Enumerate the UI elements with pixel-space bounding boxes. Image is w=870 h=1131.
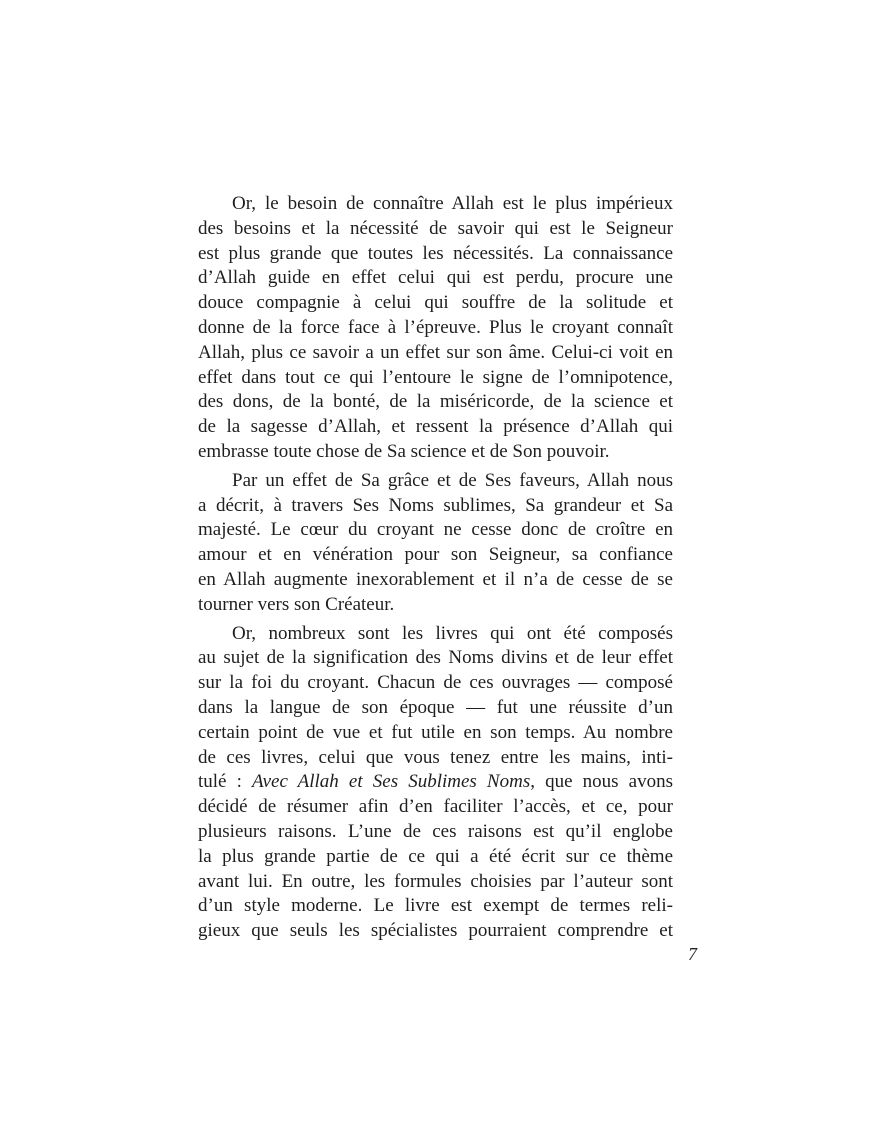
text-line: des dons, de la bonté, de la miséricorde, de la science et: [198, 391, 673, 413]
text-line: d’un style moderne. Le livre est exempt de termes reli-: [198, 895, 673, 917]
text-line: embrasse toute chose de Sa science et de Son pouvoir.: [198, 440, 610, 462]
text-line: certain point de vue et fut utile en son temps. Au nombre: [198, 721, 673, 743]
text-line: en Allah augmente inexorablement et il n’a de cesse de se: [198, 568, 673, 590]
book-title-italic: Avec Allah et Ses Sublimes Noms: [252, 771, 531, 793]
text-line: sur la foi du croyant. Chacun de ces ouvrages — composé: [198, 672, 673, 694]
text-line: tourner vers son Créateur.: [198, 593, 395, 615]
text-line: gieux que seuls les spécialistes pourraient comprendre et: [198, 920, 673, 942]
text-line: majesté. Le cœur du croyant ne cesse donc de croître en: [198, 519, 673, 541]
page-number: 7: [688, 944, 697, 964]
text-block: [198, 192, 673, 944]
text-line: plusieurs raisons. L’une de ces raisons est qu’il englobe: [198, 820, 673, 842]
text-line: donne de la force face à l’épreuve. Plus le croyant connaît: [198, 316, 673, 338]
text-line: des besoins et la nécessité de savoir qui est le Seigneur: [198, 217, 673, 239]
text-line: décidé de résumer afin d’en faciliter l’accès, et ce, pour: [198, 796, 673, 818]
text-line: douce compagnie à celui qui souffre de la solitude et: [198, 292, 673, 314]
text-line: est plus grande que toutes les nécessités. La connaissance: [198, 242, 673, 264]
text-line: Or, le besoin de connaître Allah est le plus impérieux: [232, 193, 673, 214]
text-line: Par un effet de Sa grâce et de Ses faveurs, Allah nous: [232, 469, 673, 491]
text-line: d’Allah guide en effet celui qui est perdu, procure une: [198, 267, 673, 289]
text-line: au sujet de la signification des Noms divins et de leur effet: [198, 647, 673, 669]
text-line: Or, nombreux sont les livres qui ont été composés: [232, 622, 673, 644]
text-line: effet dans tout ce qui l’entoure le signe de l’omnipotence,: [198, 366, 673, 388]
text-line: avant lui. En outre, les formules choisies par l’auteur sont: [198, 870, 673, 892]
paragraph-2: [198, 469, 673, 618]
text-line: Allah, plus ce savoir a un effet sur son âme. Celui-ci voit en: [198, 341, 673, 363]
text-line: tulé : Avec Allah et Ses Sublimes Noms, que nous avons: [198, 771, 673, 793]
paragraph-3: [198, 622, 673, 944]
paragraph-1: [198, 192, 673, 465]
text-line: de la sagesse d’Allah, et ressent la présence d’Allah qui: [198, 416, 673, 438]
text-line: a décrit, à travers Ses Noms sublimes, Sa grandeur et Sa: [198, 494, 673, 516]
text-line: la plus grande partie de ce qui a été écrit sur ce thème: [198, 845, 673, 867]
text-line: dans la langue de son époque — fut une réussite d’un: [198, 696, 673, 718]
text-line: amour et en vénération pour son Seigneur, sa confiance: [198, 544, 673, 566]
text-line: de ces livres, celui que vous tenez entre les mains, inti-: [198, 746, 673, 768]
